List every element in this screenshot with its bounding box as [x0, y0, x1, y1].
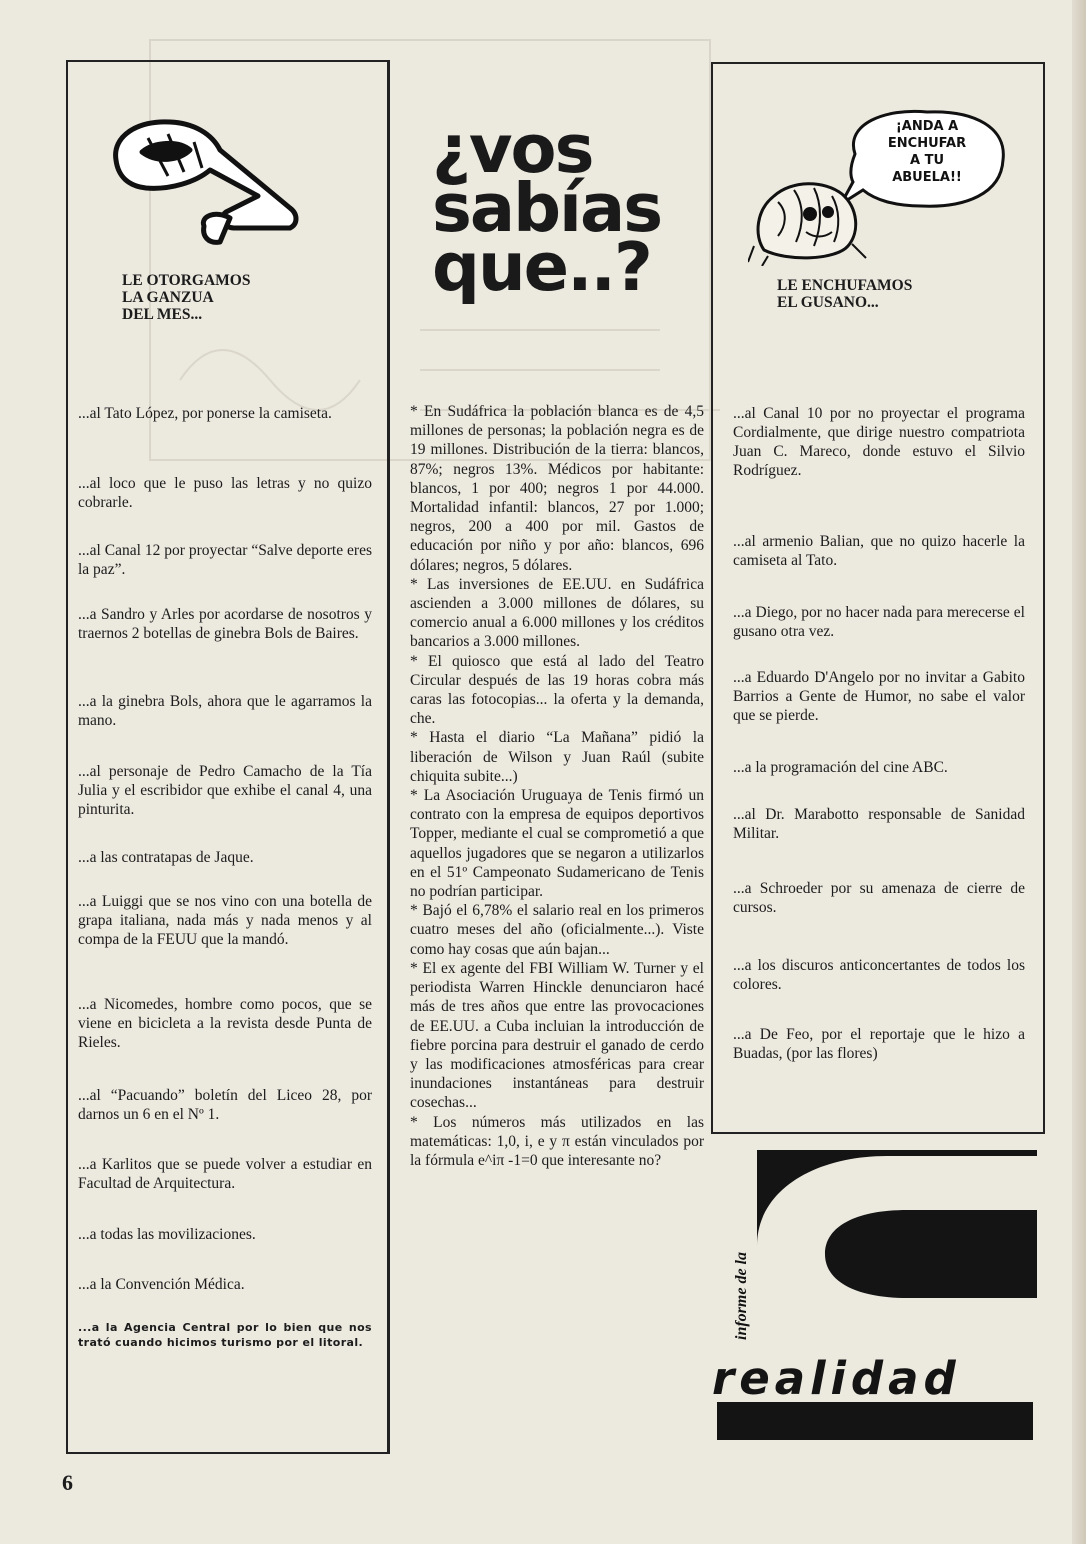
gusano-item: ...al Dr. Marabotto responsable de Sanidad Militar.: [733, 806, 1025, 842]
ganzua-item: ...a Nicomedes, hombre como pocos, que se viene en bicicleta a la revista desde Punta de Rieles.: [78, 996, 372, 1051]
ganzua-item: ...al “Pacuando” boletín del Liceo 28, por darnos un 6 en el Nº 1.: [78, 1087, 372, 1123]
vos-sabias-que-body: [410, 402, 704, 1170]
caption-line: LA GANZUA: [122, 289, 214, 306]
caption-line: DEL MES...: [122, 306, 203, 323]
ganzua-item: ...al loco que le puso las letras y no quizo cobrarle.: [78, 475, 372, 511]
fact-paragraph: * Hasta el diario “La Mañana” pidió la liberación de Wilson y Juan Raúl (subite chiquita subite...): [410, 729, 704, 785]
ganzua-item: ...a la Convención Médica.: [78, 1276, 245, 1293]
speech-line: A TU: [909, 153, 944, 168]
gusano-item: ...al Canal 10 por no proyectar el programa Cordialmente, que dirige nuestro compatriota Juan C. Mareco, donde estuvo el Silvio Rodríguez.: [733, 405, 1025, 479]
gusano-item: ...a los discuros anticoncertantes de todos los colores.: [733, 957, 1025, 993]
logo-vertical-text: informe de la: [733, 1252, 750, 1340]
gusano-caption: [777, 277, 912, 311]
fact-paragraph: * En Sudáfrica la población blanca es de 4,5 millones de personas; la población negra es de 19 millones. Distribución de la tierra: blancos, 87%; negros 13%. Médicos por habitante: blancos, 1 por 400; negros 1 por 44.000. Mortalidad infantil: blancos, 27 por 1.000; negros, 200 a 400 por mil. Gastos de educación por niño y por año: blancos, 696 dólares; negros, 5 dólares.: [410, 403, 704, 574]
title-line: que..?: [432, 228, 651, 306]
ganzua-item: ...a la ginebra Bols, ahora que le agarramos la mano.: [78, 693, 372, 729]
ganzua-item: ...a todas las movilizaciones.: [78, 1226, 256, 1243]
speech-line: ¡ANDA A: [895, 119, 959, 134]
ganzua-item-small: ...a la Agencia Central por lo bien que nos trató cuando hicimos turismo por el litoral.: [78, 1321, 372, 1349]
caption-line: LE OTORGAMOS: [122, 272, 251, 289]
worm-illustration: [748, 166, 868, 266]
gusano-item: ...a Diego, por no hacer nada para merecerse el gusano otra vez.: [733, 604, 1025, 640]
vos-sabias-que-title: [432, 110, 692, 306]
caption-line: LE ENCHUFAMOS: [777, 277, 913, 294]
ganzua-item: ...al personaje de Pedro Camacho de la Tía Julia y el escribidor que exhibe el canal 4, una pinturita.: [78, 763, 372, 818]
gusano-item: ...a Schroeder por su amenaza de cierre de cursos.: [733, 880, 1025, 916]
ganzua-item: ...al Tato López, por ponerse la camiseta.: [78, 405, 332, 422]
ganzua-item: ...a Luiggi que se nos vino con una botella de grapa italiana, nada más y nada menos y al compa de la FEUU que la mandó.: [78, 893, 372, 948]
ganzua-item: ...al Canal 12 por proyectar “Salve deporte eres la paz”.: [78, 542, 372, 578]
fact-paragraph: * El quiosco que está al lado del Teatro Circular después de las 19 horas cobra más caras las fotocopias... la oferta y la demanda, che.: [410, 652, 704, 728]
title-line: ¿vos: [432, 110, 593, 188]
ganzua-item: ...a las contratapas de Jaque.: [78, 849, 254, 866]
left-column-frame: [66, 60, 390, 1454]
page-number: 6: [62, 1470, 73, 1495]
fact-paragraph: * Las inversiones de EE.UU. en Sudáfrica ascienden a 3.000 millones de dólares, su comercio anual a 6.000 millones y los créditos bancarios a 3.000 millones.: [410, 575, 704, 651]
title-line: sabías: [432, 169, 662, 247]
fact-paragraph: * El ex agente del FBI William W. Turner y el periodista Warren Hinckle denunciaron hacé más de tres años que entre las provocaciones de EE.UU. a Cuba incluian la introducción de fiebre porcina para destruir el ganado de cerdo y las modificaciones atmosféricas para crear inundaciones instantáneas para destruir cosechas...: [410, 959, 704, 1112]
gusano-item: ...a Eduardo D'Angelo por no invitar a Gabito Barrios a Gente de Humor, no sabe el valor que se pierde.: [733, 669, 1025, 724]
fact-paragraph: * Bajó el 6,78% el salario real en los primeros cuatro meses del año (oficialmente...). Viste como hay cosas que aún bajan...: [410, 902, 704, 958]
gusano-item: ...a la programación del cine ABC.: [733, 759, 948, 776]
speech-text: [863, 118, 991, 186]
lockpick-key-illustration: [108, 108, 308, 253]
caption-line: EL GUSANO...: [777, 294, 879, 311]
speech-line: ENCHUFAR: [887, 136, 967, 151]
fact-paragraph: * La Asociación Uruguaya de Tenis firmó un contrato con la empresa de equipos deportivos Topper, mediante el cual se comprometió a que aquellos jugadores que se negaron a utilizarlos en el 51º Campeonato Sudamericano de Tenis no podrían participar.: [410, 787, 704, 901]
ganzua-caption: [122, 272, 250, 323]
ganzua-item: ...a Sandro y Arles por acordarse de nosotros y traernos 2 botellas de ginebra Bols de Baires.: [78, 606, 372, 642]
ganzua-item: ...a Karlitos que se puede volver a estudiar en Facultad de Arquitectura.: [78, 1156, 372, 1192]
gusano-item: ...a De Feo, por el reportaje que le hizo a Buadas, (por las flores): [733, 1026, 1025, 1062]
gusano-item: ...al armenio Balian, que no quizo hacerle la camiseta al Tato.: [733, 533, 1025, 569]
fact-paragraph: * Los números más utilizados en las matemáticas: 1,0, i, e y π están vinculados por la fórmula e^iπ -1=0 que interesante no?: [410, 1113, 704, 1169]
speech-line: ABUELA!!: [892, 170, 962, 185]
logo-word: realidad: [712, 1352, 961, 1405]
